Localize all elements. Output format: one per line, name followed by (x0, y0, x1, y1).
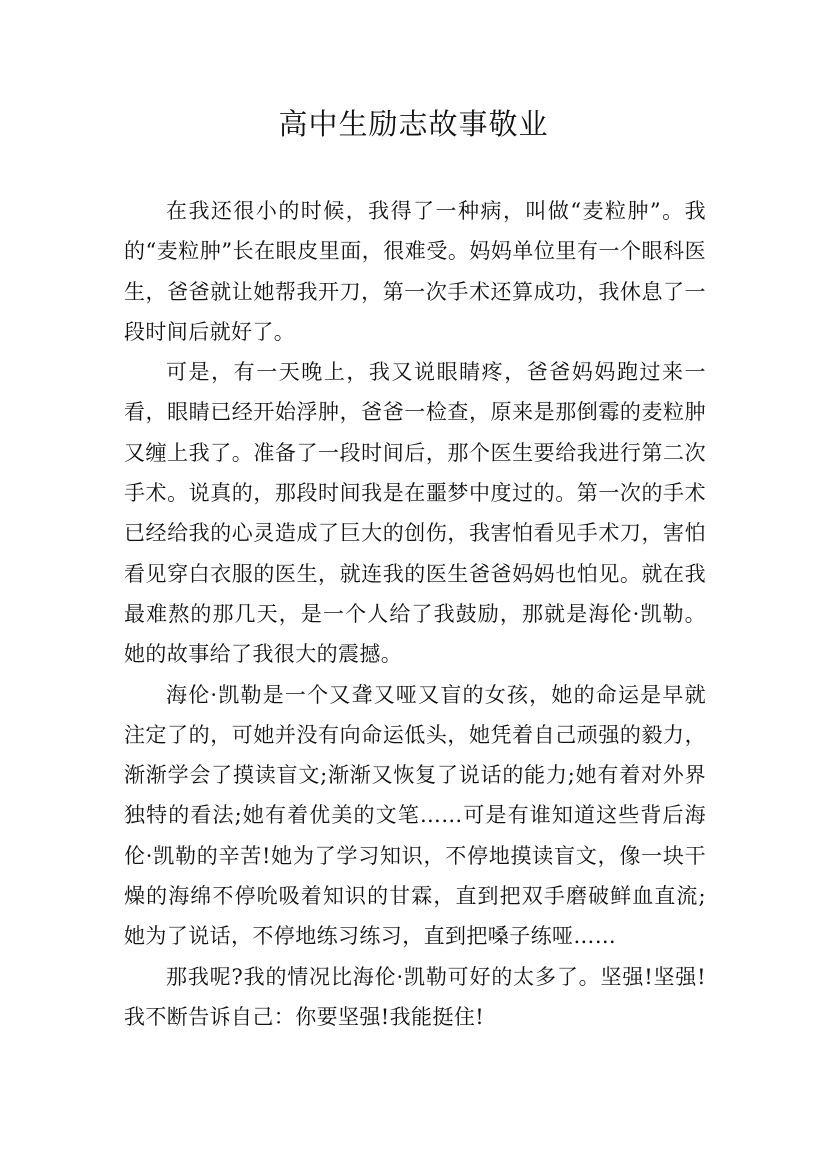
paragraph-3: 海伦·凯勒是一个又聋又哑又盲的女孩，她的命运是早就注定了的，可她并没有向命运低头，她凭着自己顽强的毅力，渐渐学会了摸读盲文;渐渐又恢复了说话的能力;她有着对外界独特的看法;她有着优美的文笔……可是有谁知道这些背后海伦·凯勒的辛苦!她为了学习知识，不停地摸读盲文，像一块干燥的海绵不停吮吸着知识的甘霖，直到把双手磨破鲜血直流;她为了说话，不停地练习练习，直到把嗓子练哑…… (124, 682, 706, 949)
document-body (124, 191, 706, 1037)
paragraph-2: 可是，有一天晚上，我又说眼睛疼，爸爸妈妈跑过来一看，眼睛已经开始浮肿，爸爸一检查，原来是那倒霉的麦粒肿又缠上我了。准备了一段时间后，那个医生要给我进行第二次手术。说真的，那段时间我是在噩梦中度过的。第一次的手术已经给我的心灵造成了巨大的创伤，我害怕看见手术刀，害怕看见穿白衣服的医生，就连我的医生爸爸妈妈也怕见。就在我最难熬的那几天，是一个人给了我鼓励，那就是海伦·凯勒。她的故事给了我很大的震撼。 (124, 360, 706, 667)
paragraph-4: 那我呢?我的情况比海伦·凯勒可好的太多了。坚强!坚强!我不断告诉自己：你要坚强!我能挺住! (124, 964, 706, 1029)
paragraph-1: 在我还很小的时候，我得了一种病，叫做“麦粒肿”。我的“麦粒肿”长在眼皮里面，很难受。妈妈单位里有一个眼科医生，爸爸就让她帮我开刀，第一次手术还算成功，我休息了一段时间后就好了。 (124, 199, 706, 344)
document-title: 高中生励志故事敬业 (278, 107, 549, 141)
